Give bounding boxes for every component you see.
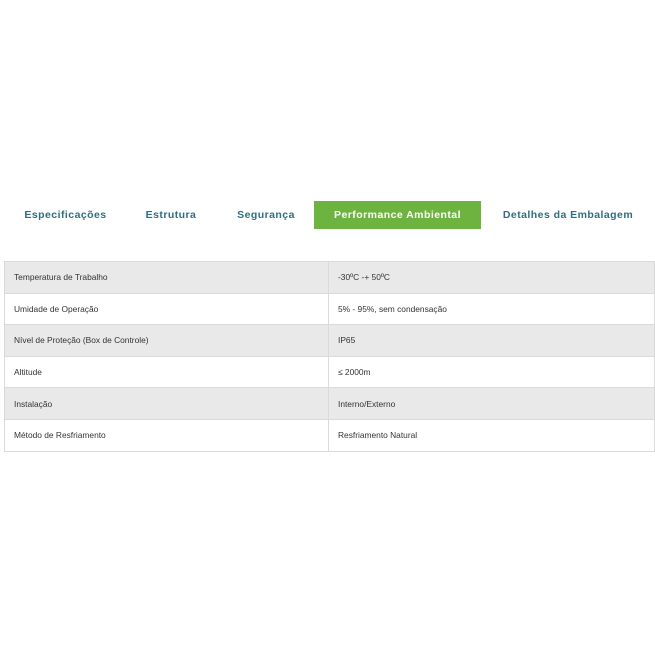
table-row xyxy=(5,262,655,294)
table-row xyxy=(5,388,655,420)
spec-label: Temperatura de Trabalho xyxy=(5,262,329,294)
spec-label: Nível de Proteção (Box de Controle) xyxy=(5,325,329,357)
spec-value: 5% - 95%, sem condensação xyxy=(329,293,655,325)
spec-value: ≤ 2000m xyxy=(329,356,655,388)
table-row xyxy=(5,356,655,388)
spec-label: Método de Resfriamento xyxy=(5,419,329,451)
spec-value: Resfriamento Natural xyxy=(329,419,655,451)
tab-performance-ambiental[interactable]: Performance Ambiental xyxy=(314,201,481,229)
tab-estrutura[interactable]: Estrutura xyxy=(145,209,197,221)
spec-value: -30ºC -+ 50ºC xyxy=(329,262,655,294)
tab-bar xyxy=(0,201,655,229)
spec-label: Instalação xyxy=(5,388,329,420)
spec-label: Umidade de Operação xyxy=(5,293,329,325)
table-row xyxy=(5,419,655,451)
table-row xyxy=(5,293,655,325)
table-row xyxy=(5,325,655,357)
spec-label: Altitude xyxy=(5,356,329,388)
tab-especificacoes[interactable]: Especificações xyxy=(24,209,107,221)
specs-table xyxy=(4,261,655,452)
spec-value: IP65 xyxy=(329,325,655,357)
tab-detalhes-da-embalagem[interactable]: Detalhes da Embalagem xyxy=(502,209,634,221)
tab-seguranca[interactable]: Segurança xyxy=(237,209,295,221)
spec-value: Interno/Externo xyxy=(329,388,655,420)
